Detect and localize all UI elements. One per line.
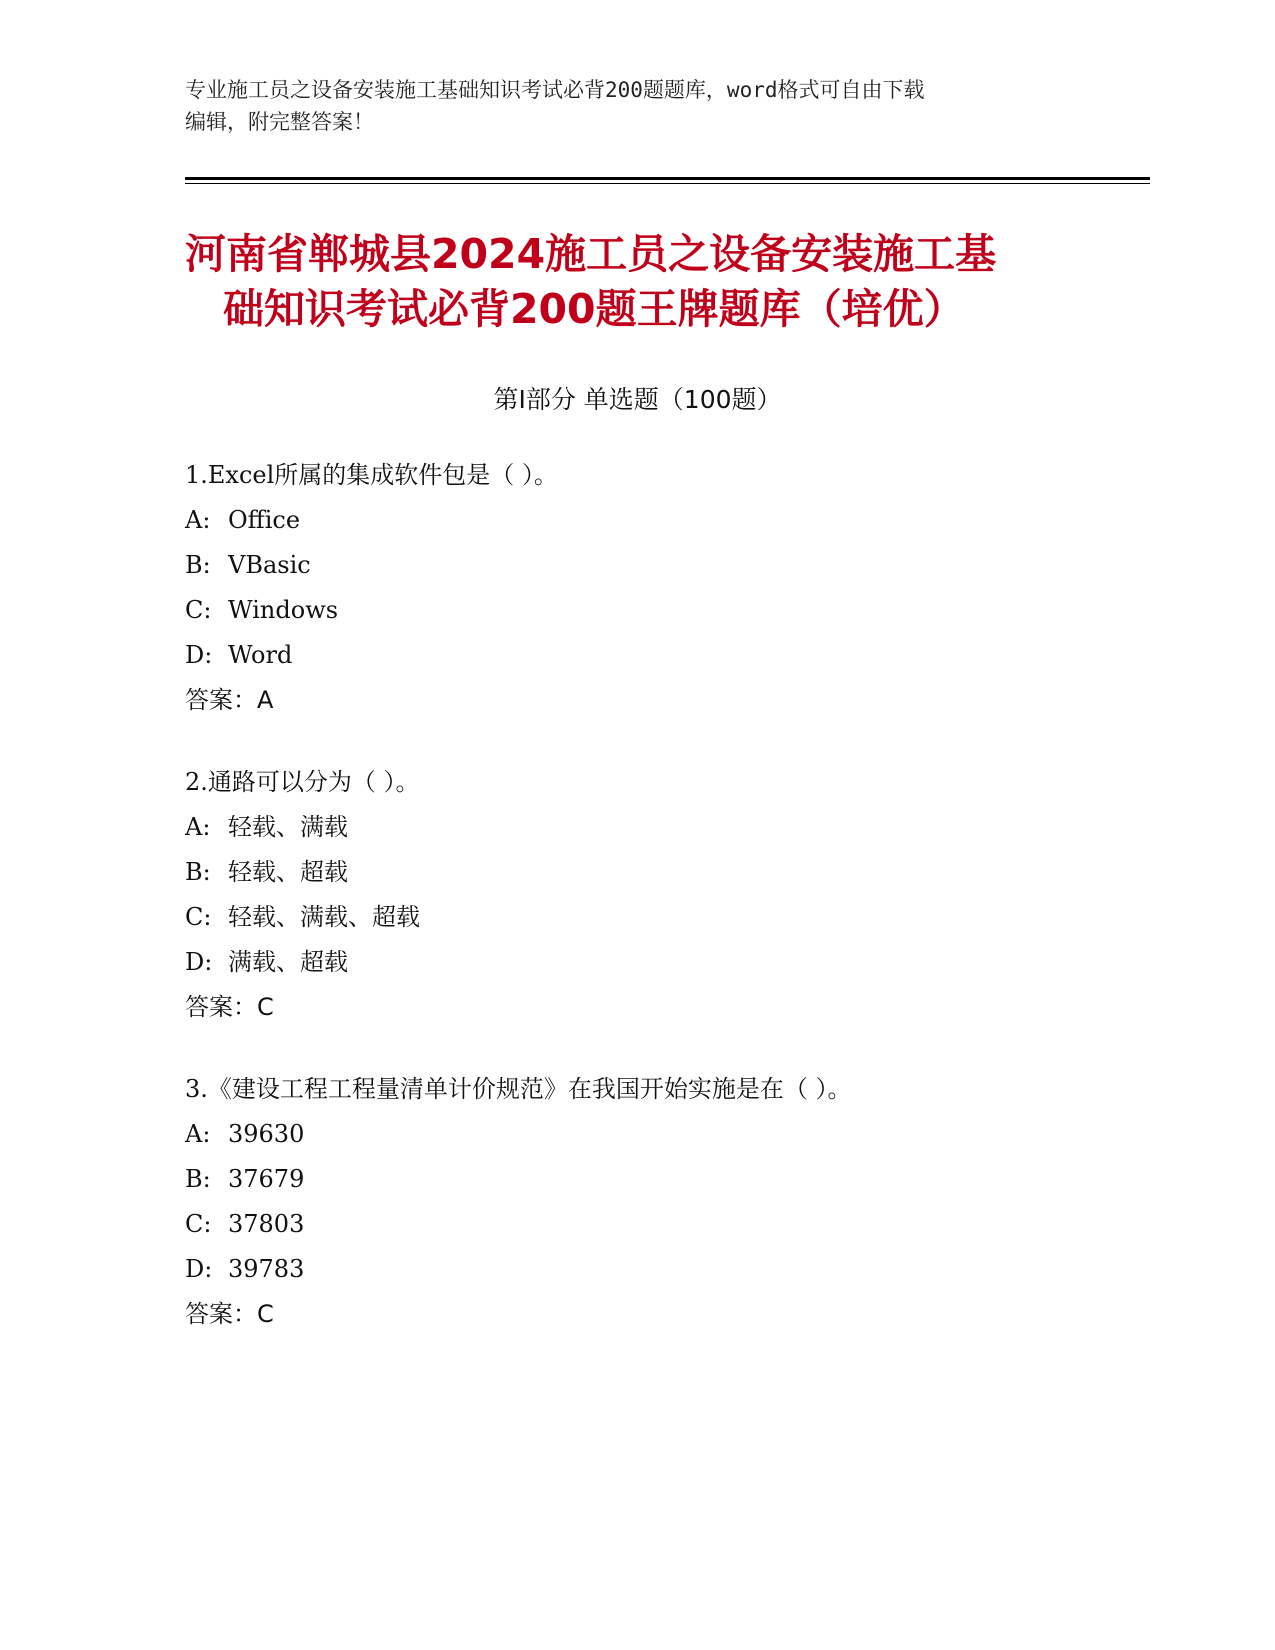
option-b (185, 1157, 1085, 1202)
document-title-line2: 础知识考试必背200题王牌题库（培优） (223, 285, 965, 333)
option-letter: C: (185, 596, 212, 624)
option-letter: A: (185, 1120, 211, 1148)
option-text: 39630 (228, 1120, 305, 1148)
option-text: 轻载、满载 (228, 813, 348, 841)
answer-value: C (257, 1300, 274, 1328)
option-letter: D: (185, 1255, 213, 1283)
question-stem: 2.通路可以分为（ ）。 (185, 768, 420, 796)
document-title-line1: 河南省郸城县2024施工员之设备安装施工基 (185, 230, 997, 278)
option-c (185, 1202, 1085, 1247)
option-text: 37803 (228, 1210, 305, 1238)
option-text: 轻载、超载 (228, 858, 348, 886)
option-b (185, 850, 1085, 895)
section-title: 第Ⅰ部分 单选题（100题） (493, 385, 782, 414)
option-a (185, 805, 1085, 850)
option-text: 39783 (228, 1255, 305, 1283)
option-d (185, 633, 1085, 678)
question-stem: 1.Excel所属的集成软件包是（ ）。 (185, 461, 558, 489)
option-letter: D: (185, 948, 213, 976)
header-note-line1: 专业施工员之设备安装施工基础知识考试必背200题题库，word格式可自由下载 (185, 78, 925, 102)
question-stem: 3.《建设工程工程量清单计价规范》在我国开始实施是在（ ）。 (185, 1075, 852, 1103)
answer-line (185, 1292, 1085, 1337)
option-text: Windows (228, 596, 339, 624)
option-d (185, 1247, 1085, 1292)
question-2 (185, 760, 1085, 1030)
option-text: 满载、超载 (228, 948, 348, 976)
option-letter: D: (185, 641, 213, 669)
header-note (185, 74, 1085, 138)
option-text: 37679 (228, 1165, 305, 1193)
option-letter: C: (185, 1210, 212, 1238)
option-text: VBasic (228, 551, 311, 579)
option-letter: B: (185, 551, 211, 579)
answer-value: A (257, 686, 274, 714)
answer-label: 答案： (185, 1300, 257, 1328)
option-b (185, 543, 1085, 588)
header-note-line2: 编辑，附完整答案！ (185, 110, 374, 134)
option-letter: B: (185, 858, 211, 886)
option-d (185, 940, 1085, 985)
option-a (185, 1112, 1085, 1157)
option-text: 轻载、满载、超载 (228, 903, 420, 931)
question-3 (185, 1067, 1085, 1337)
option-c (185, 588, 1085, 633)
header-divider-thick (185, 177, 1150, 180)
option-text: Office (228, 506, 301, 534)
document-title (185, 227, 1085, 337)
answer-line (185, 985, 1085, 1030)
question-1 (185, 453, 1085, 723)
option-letter: C: (185, 903, 212, 931)
option-a (185, 498, 1085, 543)
answer-label: 答案： (185, 993, 257, 1021)
option-c (185, 895, 1085, 940)
header-divider-thin (185, 183, 1150, 184)
option-letter: A: (185, 506, 211, 534)
answer-value: C (257, 993, 274, 1021)
answer-line (185, 678, 1085, 723)
option-letter: B: (185, 1165, 211, 1193)
answer-label: 答案： (185, 686, 257, 714)
option-letter: A: (185, 813, 211, 841)
option-text: Word (228, 641, 293, 669)
